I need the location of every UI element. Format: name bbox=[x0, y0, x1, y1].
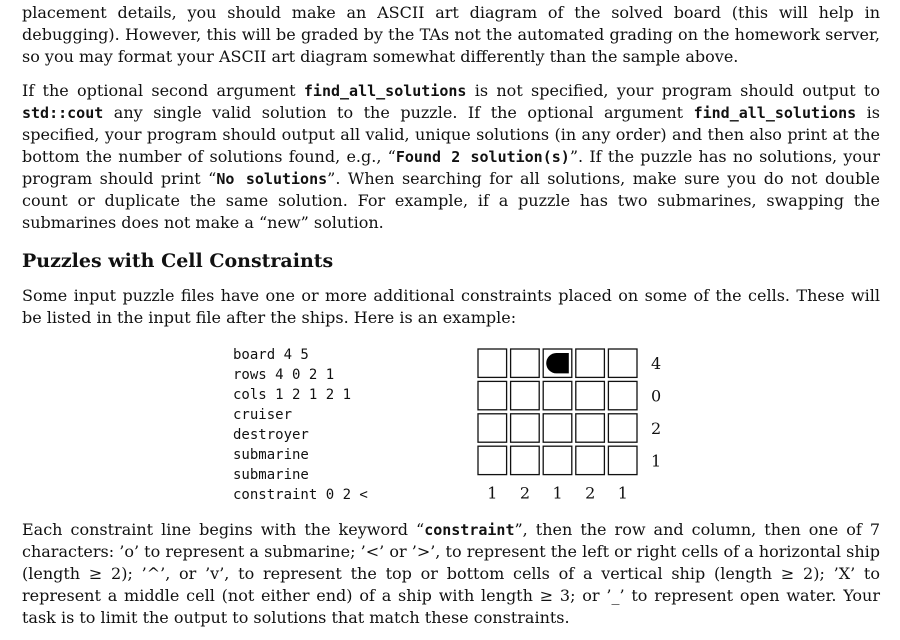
col-count: 1 bbox=[617, 483, 628, 503]
board-cell bbox=[511, 381, 540, 409]
paragraph-text: Some input puzzle files have one or more additional constraints placed on some of the cells. These will be listed in the input file after the ships. Here is an example: bbox=[22, 286, 880, 327]
code-line: rows 4 0 2 1 bbox=[233, 367, 335, 383]
code-line: cols 1 2 1 2 1 bbox=[233, 387, 352, 403]
board-cell bbox=[511, 446, 540, 474]
row-count: 1 bbox=[651, 451, 662, 471]
board-cell bbox=[576, 381, 605, 409]
code-line: submarine bbox=[233, 447, 309, 463]
row-count: 2 bbox=[651, 419, 662, 438]
board-cell bbox=[576, 349, 605, 377]
example-input-file bbox=[233, 345, 368, 505]
code-line: board 4 5 bbox=[233, 347, 309, 363]
text-run: any single valid solution to the puzzle. If the optional argument bbox=[103, 103, 694, 122]
board-cell bbox=[576, 446, 605, 474]
inline-code: find_all_solutions bbox=[693, 104, 857, 122]
board-cell bbox=[478, 446, 507, 474]
text-run: is specified, your program should output all valid, unique solutions (in any order) and then also print at the bottom the number of solutions found, e.g., “ bbox=[22, 103, 881, 166]
board-cell bbox=[478, 349, 507, 377]
text-run: ”. If the puzzle has no solutions, your program should print “ bbox=[22, 147, 881, 188]
board-cell bbox=[543, 446, 572, 474]
board-cell bbox=[478, 414, 507, 442]
board-cell bbox=[511, 349, 540, 377]
inline-code: std::cout bbox=[22, 104, 104, 122]
board-cell bbox=[478, 381, 507, 409]
text-run: Each constraint line begins with the keyword “ bbox=[22, 520, 425, 539]
board-cell bbox=[511, 414, 540, 442]
board-cell bbox=[543, 349, 572, 377]
paragraph-text: placement details, you should make an ASCII art diagram of the solved board (this will help in debugging). However, this will be graded by the TAs not the automated grading on the homework server, so you may format your ASCII art diagram somewhat differently than the sample above. bbox=[22, 3, 880, 66]
board-cell bbox=[608, 381, 637, 409]
inline-code: No solutions bbox=[216, 170, 328, 188]
text-run: ”. When searching for all solutions, make sure you do not double count or duplicate the same solution. For example, if a puzzle has two submarines, swapping the submarines does not make a “new” solution. bbox=[22, 169, 880, 232]
section-heading: Puzzles with Cell Constraints bbox=[22, 250, 334, 272]
paragraph-find-all-solutions bbox=[22, 80, 880, 234]
board-cell bbox=[576, 414, 605, 442]
text-run: is not specified, your program should output to bbox=[466, 81, 880, 100]
code-line: destroyer bbox=[233, 427, 309, 443]
paragraph-constraint-format bbox=[22, 519, 880, 629]
col-count: 1 bbox=[487, 483, 498, 503]
board-cell bbox=[608, 349, 637, 377]
text-run: If the optional second argument bbox=[22, 81, 304, 100]
board-cell bbox=[608, 446, 637, 474]
col-count: 1 bbox=[552, 483, 563, 503]
inline-code: Found 2 solution(s) bbox=[395, 148, 570, 166]
paragraph-constraints-intro bbox=[22, 285, 880, 329]
inline-code: constraint bbox=[424, 521, 515, 539]
col-count: 2 bbox=[519, 483, 531, 503]
text-run: ”, then the row and column, then one of 7 characters: ’o’ to represent a submarine; ’<’ or ’>’, to represent the left or right cells of a horizontal ship (length ≥ 2); ’^’, or ’v’, to represent the top or bottom cells of a vertical ship (length ≥ 2); ’X’ to represent a middle cell (not either end) of a ship with length ≥ 3; or ’_’ to represent open water. Your task is to limit the output to solutions that match these constraints. bbox=[22, 520, 880, 627]
row-count: 4 bbox=[651, 354, 662, 374]
paragraph-ascii-art bbox=[22, 2, 880, 68]
code-line: cruiser bbox=[233, 407, 293, 423]
code-line: submarine bbox=[233, 467, 309, 483]
board-cell bbox=[543, 414, 572, 442]
board-cell bbox=[543, 381, 572, 409]
row-count: 0 bbox=[651, 386, 662, 406]
col-count: 2 bbox=[585, 483, 596, 503]
inline-code: find_all_solutions bbox=[303, 82, 467, 100]
code-line: constraint 0 2 < bbox=[233, 487, 368, 503]
ship-left-end-icon bbox=[546, 353, 569, 373]
board-cell bbox=[608, 414, 637, 442]
